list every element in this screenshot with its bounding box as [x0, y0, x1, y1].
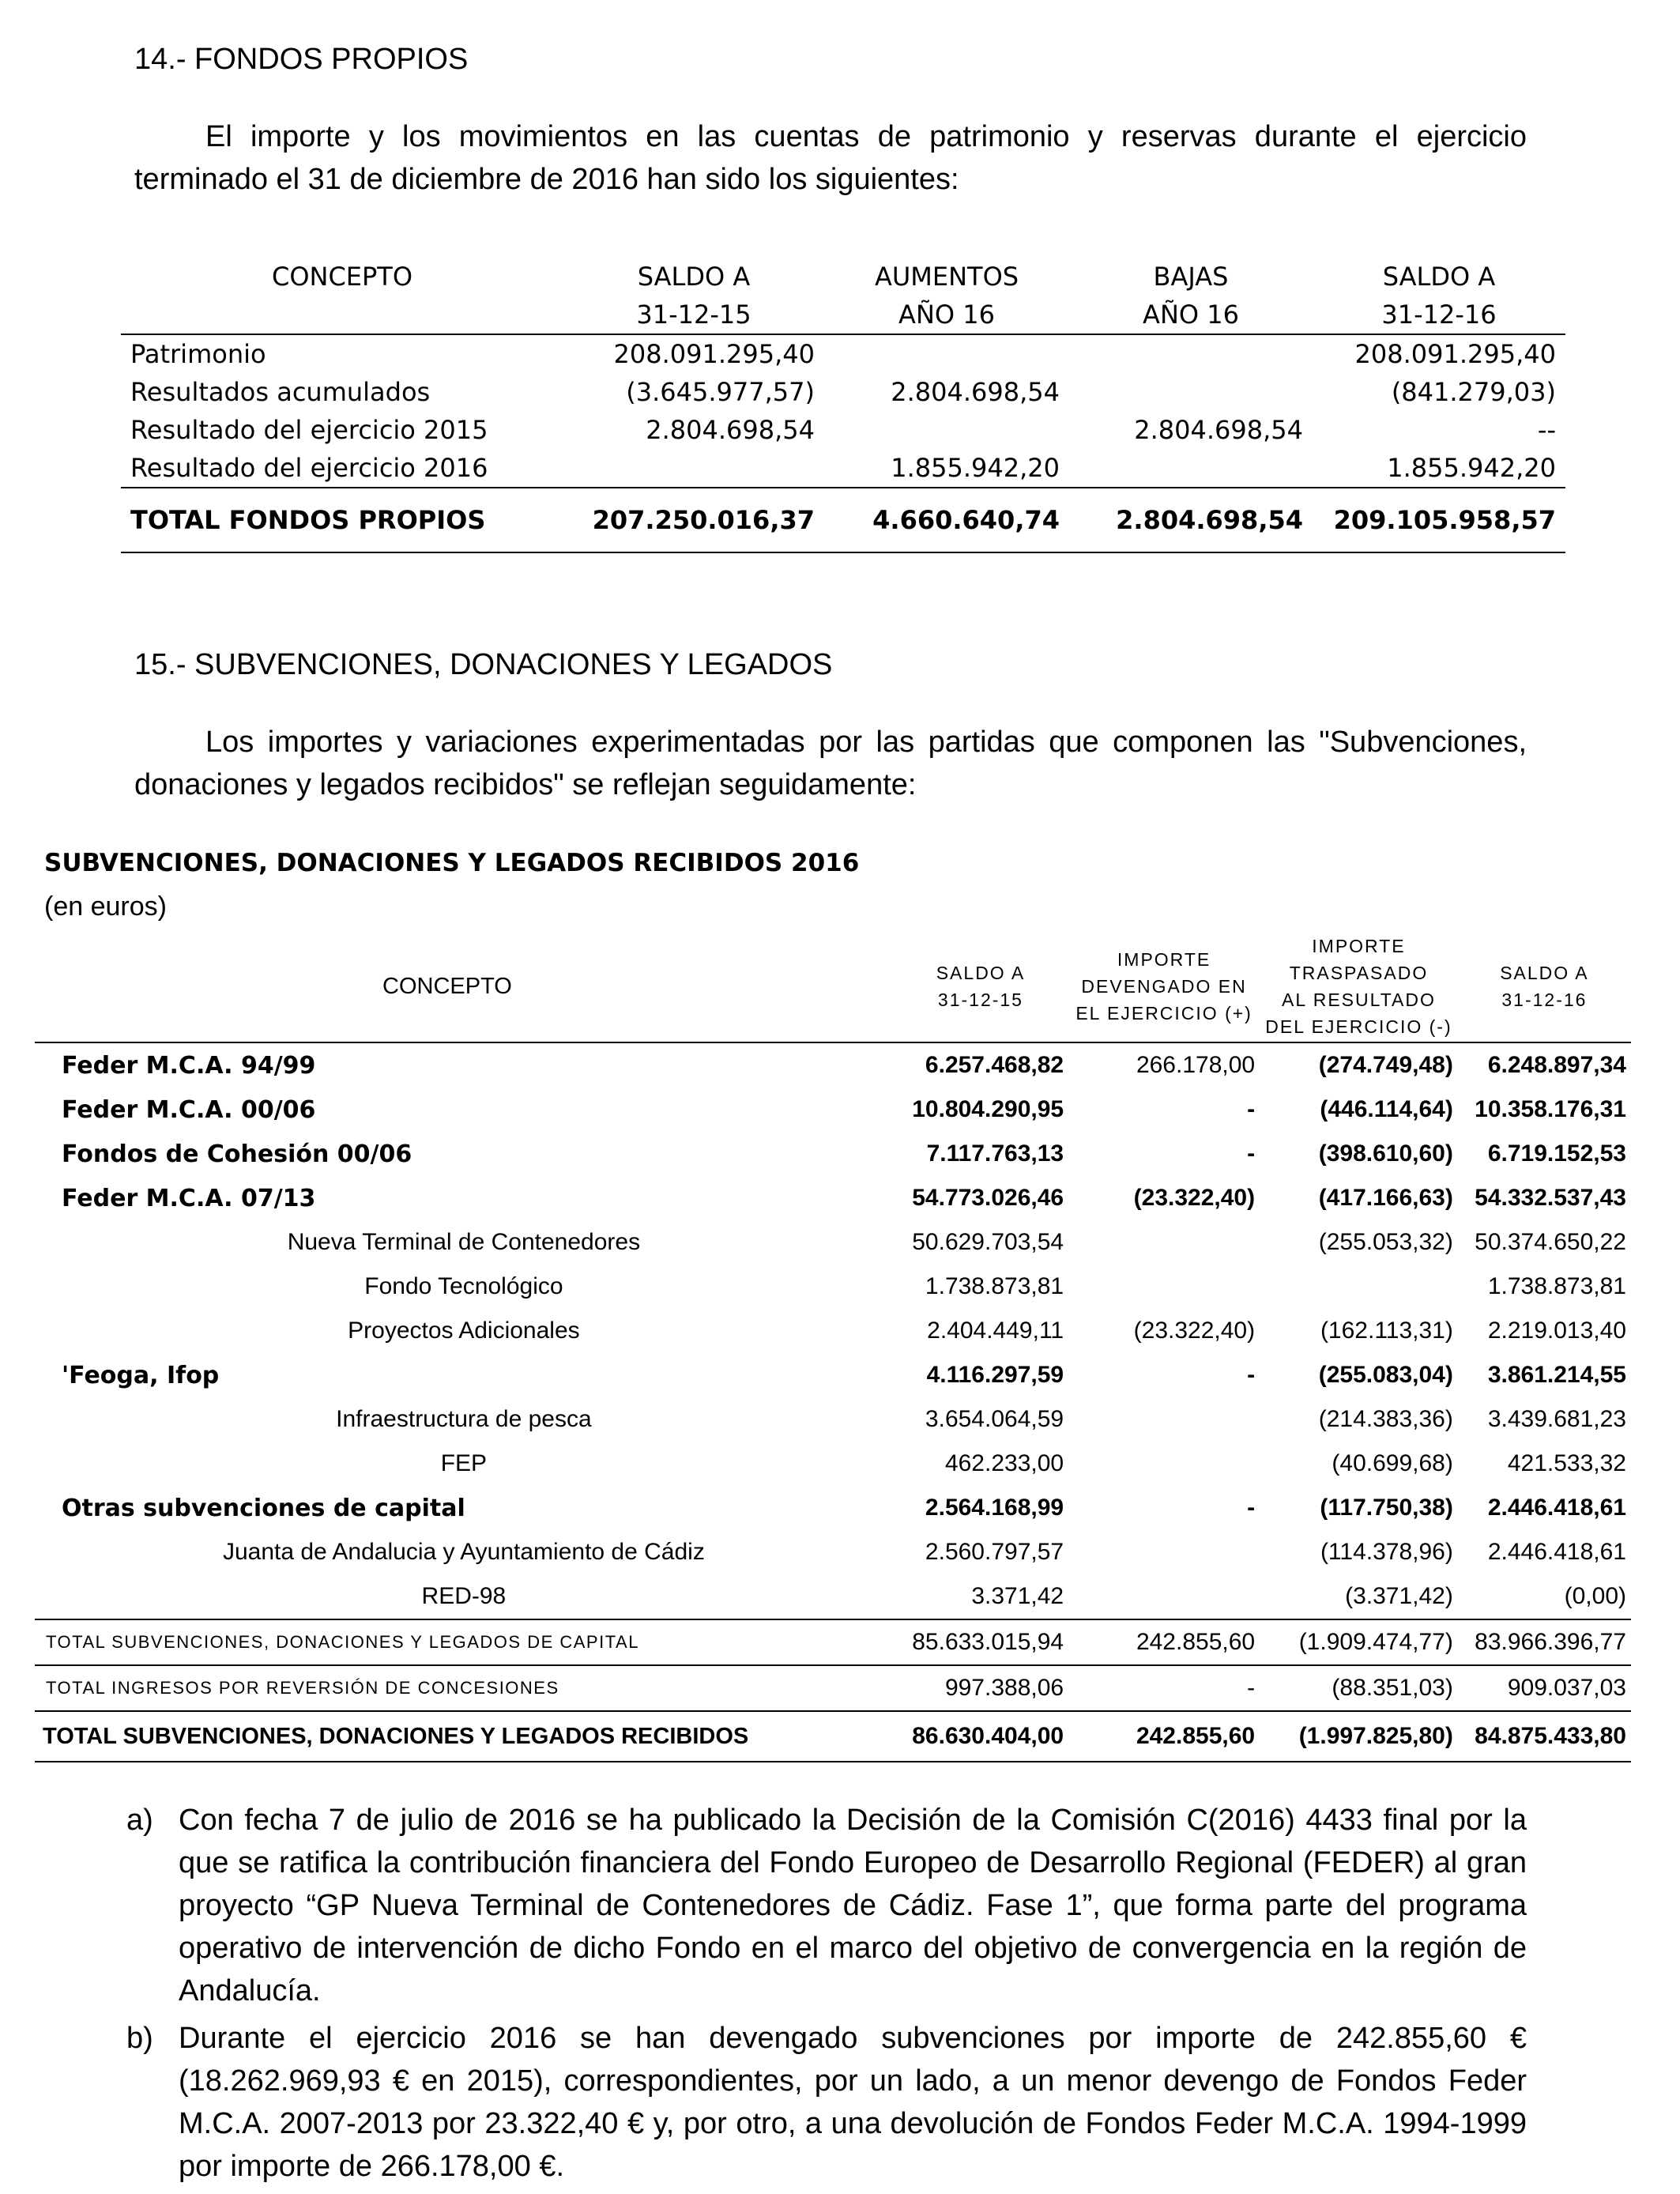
cell-value: 2.564.168,99	[925, 1495, 1064, 1521]
cell-value: 421.533,32	[1507, 1450, 1626, 1476]
header-line: IMPORTE	[1312, 936, 1406, 956]
cell-value: 1.855.942,20	[891, 453, 1060, 483]
header-traspasado	[1260, 931, 1458, 1042]
grand-total-value: (1.997.825,80)	[1260, 1711, 1458, 1762]
cell-value	[1068, 1442, 1260, 1486]
detail-row	[35, 1265, 1631, 1309]
cell-value: 1.738.873,81	[925, 1273, 1064, 1299]
row-label: FEP	[440, 1450, 488, 1476]
cell-value	[1069, 334, 1313, 373]
header-line: AL RESULTADO	[1282, 990, 1436, 1010]
cell-value: (274.749,48)	[1260, 1042, 1458, 1088]
cell-value: 3.861.214,55	[1487, 1362, 1626, 1388]
section-15-heading: 15.- SUBVENCIONES, DONACIONES Y LEGADOS	[134, 648, 833, 681]
header-line: SALDO A	[1500, 963, 1589, 983]
table-row	[121, 411, 1565, 449]
header-line: SALDO A	[936, 963, 1026, 983]
cell-value: 2.804.698,54	[891, 377, 1060, 407]
table-row	[121, 373, 1565, 411]
cell-value	[1068, 1530, 1260, 1574]
header-cell: AUMENTOS	[874, 262, 1019, 292]
row-label: Patrimonio	[121, 334, 563, 373]
cell-value	[1068, 1220, 1260, 1265]
cell-value: 3.654.064,59	[925, 1406, 1064, 1432]
row-label: Resultado del ejercicio 2015	[130, 415, 488, 445]
group-row	[35, 1042, 1631, 1088]
group-row	[35, 1132, 1631, 1176]
cell-value: 2.804.698,54	[1134, 415, 1303, 445]
note-label: b)	[126, 2022, 153, 2055]
cell-value: (3.645.977,57)	[626, 377, 815, 407]
cell-value: 54.773.026,46	[912, 1185, 1064, 1211]
header-line: TRASPASADO	[1289, 963, 1429, 983]
table-row	[121, 449, 1565, 488]
header-line: 31-12-15	[937, 990, 1023, 1010]
header-cell	[121, 296, 563, 334]
cell-value: (255.053,32)	[1318, 1229, 1453, 1255]
cell-value: 208.091.295,40	[1313, 334, 1565, 373]
header-line: DEVENGADO EN	[1081, 976, 1247, 997]
header-line: EL EJERCICIO (+)	[1075, 1003, 1252, 1023]
cell-value: 2.560.797,57	[925, 1539, 1064, 1565]
table-row	[121, 334, 1565, 373]
total-value: 909.037,03	[1458, 1665, 1631, 1711]
cell-value	[1068, 1265, 1260, 1309]
detail-row	[35, 1530, 1631, 1574]
row-label: Proyectos Adicionales	[348, 1318, 580, 1344]
total-row	[35, 1665, 1631, 1711]
cell-value: (398.610,60)	[1318, 1140, 1453, 1167]
row-label: Fondos de Cohesión 00/06	[62, 1140, 412, 1168]
group-row	[35, 1176, 1631, 1220]
header-cell: 31-12-16	[1381, 300, 1497, 330]
header-saldo-final	[1458, 931, 1631, 1042]
group-row	[35, 1088, 1631, 1132]
cell-value: (162.113,31)	[1320, 1318, 1453, 1344]
row-label: Fondo Tecnológico	[364, 1273, 563, 1299]
cell-value: 7.117.763,13	[926, 1140, 1064, 1167]
grand-total-value: 84.875.433,80	[1458, 1711, 1631, 1762]
cell-value: (0,00)	[1564, 1583, 1626, 1609]
total-value: 85.633.015,94	[893, 1619, 1068, 1665]
table-title: SUBVENCIONES, DONACIONES Y LEGADOS RECIBIDOS 2016	[44, 849, 860, 877]
grand-total-value: 86.630.404,00	[893, 1711, 1068, 1762]
row-label: Feder M.C.A. 00/06	[62, 1095, 316, 1124]
header-concepto: CONCEPTO	[382, 974, 512, 999]
cell-value: 3.439.681,23	[1487, 1406, 1626, 1432]
row-label: Feder M.C.A. 07/13	[62, 1184, 316, 1212]
cell-value: (23.322,40)	[1133, 1318, 1256, 1344]
cell-value: 2.446.418,61	[1487, 1495, 1626, 1521]
row-label: 'Feoga, Ifop	[62, 1361, 220, 1389]
cell-value: 208.091.295,40	[563, 334, 824, 373]
table-body	[35, 1042, 1631, 1619]
header-cell: 31-12-15	[636, 300, 751, 330]
cell-value: (23.322,40)	[1133, 1185, 1256, 1211]
cell-value: 2.404.449,11	[927, 1318, 1064, 1344]
table-header-row	[121, 296, 1565, 334]
cell-value: (417.166,63)	[1318, 1185, 1453, 1211]
total-value: (1.909.474,77)	[1260, 1619, 1458, 1665]
header-cell: AÑO 16	[1143, 300, 1239, 330]
cell-value: 6.719.152,53	[1487, 1140, 1626, 1167]
table-unit: (en euros)	[44, 892, 167, 922]
cell-value: 2.219.013,40	[1487, 1318, 1626, 1344]
cell-value: 1.855.942,20	[1387, 453, 1556, 483]
row-label: RED-98	[421, 1583, 507, 1609]
header-cell: SALDO A	[1382, 262, 1496, 292]
header-line: DEL EJERCICIO (-)	[1265, 1016, 1452, 1037]
cell-value	[824, 411, 1069, 449]
header-cell: CONCEPTO	[271, 262, 413, 292]
cell-value: -	[1247, 1362, 1256, 1388]
total-value: -	[1068, 1665, 1260, 1711]
cell-value: 50.374.650,22	[1475, 1229, 1626, 1255]
total-value: 4.660.640,74	[824, 488, 1069, 552]
detail-row	[35, 1574, 1631, 1619]
cell-value	[1068, 1574, 1260, 1619]
cell-value: 10.804.290,95	[912, 1096, 1064, 1122]
note-text: Durante el ejercicio 2016 se han devengado subvenciones por importe de 242.855,60 € (18.262.969,93 € en 2015), correspondientes, por un lado, a un menor devengo de Fondos Feder M.C.A. 2007-2013 por 23.322,40 € y, por otro, a una devolución de Fondos Feder M.C.A. 1994-1999 por importe de 266.178,00 €.	[179, 2022, 1527, 2183]
subvenciones-table	[35, 931, 1631, 1762]
cell-value: 6.248.897,34	[1458, 1042, 1631, 1088]
cell-value: -	[1247, 1140, 1256, 1167]
total-label: TOTAL FONDOS PROPIOS	[121, 488, 563, 552]
header-cell: AÑO 16	[898, 300, 995, 330]
cell-value: -	[1247, 1495, 1256, 1521]
cell-value: (114.378,96)	[1320, 1539, 1453, 1565]
section-15-intro: Los importes y variaciones experimentadas por las partidas que componen las "Subvenciones, donaciones y legados recibidos" se reflejan seguidamente:	[134, 726, 1527, 801]
table-header-row	[35, 931, 1631, 1042]
header-devengado	[1068, 931, 1260, 1042]
header-cell: BAJAS	[1153, 262, 1229, 292]
detail-row	[35, 1397, 1631, 1442]
cell-value	[824, 334, 1069, 373]
detail-row	[35, 1309, 1631, 1353]
grand-total-row	[35, 1711, 1631, 1762]
cell-value: 462.233,00	[944, 1450, 1064, 1476]
cell-value: 54.332.537,43	[1475, 1185, 1626, 1211]
total-value: (88.351,03)	[1260, 1665, 1458, 1711]
cell-value: (214.383,36)	[1318, 1406, 1453, 1432]
cell-value	[1069, 449, 1313, 488]
cell-value: 10.358.176,31	[1475, 1096, 1626, 1122]
header-cell: SALDO A	[637, 262, 751, 292]
row-label: Resultados acumulados	[130, 377, 431, 407]
total-label: TOTAL SUBVENCIONES, DONACIONES Y LEGADOS DE CAPITAL	[35, 1619, 893, 1665]
cell-value: (255.083,04)	[1318, 1362, 1453, 1388]
row-label: Nueva Terminal de Contenedores	[287, 1229, 641, 1255]
header-line: 31-12-16	[1501, 990, 1588, 1010]
cell-value: 2.804.698,54	[646, 415, 815, 445]
section-14-heading: 14.- FONDOS PROPIOS	[134, 43, 469, 76]
row-label: Resultado del ejercicio 2016	[130, 453, 488, 483]
cell-value: 4.116.297,59	[926, 1362, 1064, 1388]
total-value: 242.855,60	[1068, 1619, 1260, 1665]
note-label: a)	[126, 1804, 153, 1837]
total-value: 2.804.698,54	[1069, 488, 1313, 552]
group-row	[35, 1486, 1631, 1530]
section-14-intro: El importe y los movimientos en las cuentas de patrimonio y reservas durante el ejercicio terminado el 31 de diciembre de 2016 han sido los siguientes:	[134, 120, 1527, 196]
table-header-row	[121, 258, 1565, 296]
cell-value	[1069, 373, 1313, 411]
cell-value	[1068, 1397, 1260, 1442]
cell-value: (117.750,38)	[1320, 1495, 1453, 1521]
cell-value: 266.178,00	[1068, 1042, 1260, 1088]
note-text: Con fecha 7 de julio de 2016 se ha publicado la Decisión de la Comisión C(2016) 4433 final por la que se ratifica la contribución financiera del Fondo Europeo de Desarrollo Regional (FEDER) al gran proyecto “GP Nueva Terminal de Contenedores de Cádiz. Fase 1”, que forma parte del programa operativo de intervención de dicho Fondo en el marco del objetivo de convergencia en la región de Andalucía.	[179, 1804, 1527, 2007]
cell-value: (841.279,03)	[1391, 377, 1556, 407]
header-saldo-inicial	[893, 931, 1068, 1042]
grand-total-label: TOTAL SUBVENCIONES, DONACIONES Y LEGADOS RECIBIDOS	[35, 1711, 893, 1762]
group-row	[35, 1353, 1631, 1397]
total-row	[35, 1619, 1631, 1665]
header-line: IMPORTE	[1117, 949, 1211, 970]
grand-total-value: 242.855,60	[1068, 1711, 1260, 1762]
cell-value: 50.629.703,54	[912, 1229, 1064, 1255]
total-value: 207.250.016,37	[563, 488, 824, 552]
cell-value: --	[1537, 415, 1556, 445]
cell-value: (446.114,64)	[1320, 1096, 1453, 1122]
cell-value	[563, 449, 824, 488]
cell-value: 3.371,42	[971, 1583, 1064, 1609]
total-row	[121, 488, 1565, 552]
cell-value: (3.371,42)	[1345, 1583, 1453, 1609]
total-value: 83.966.396,77	[1458, 1619, 1631, 1665]
detail-row	[35, 1442, 1631, 1486]
fondos-propios-table	[121, 258, 1565, 553]
note-b	[126, 2017, 1527, 2188]
cell-value: 6.257.468,82	[893, 1042, 1068, 1088]
total-value: 209.105.958,57	[1313, 488, 1565, 552]
total-label: TOTAL INGRESOS POR REVERSIÓN DE CONCESIONES	[35, 1665, 893, 1711]
cell-value: -	[1247, 1096, 1256, 1122]
row-label: Feder M.C.A. 94/99	[35, 1042, 893, 1088]
detail-row	[35, 1220, 1631, 1265]
total-value: 997.388,06	[893, 1665, 1068, 1711]
cell-value: (40.699,68)	[1332, 1450, 1453, 1476]
cell-value	[1260, 1265, 1458, 1309]
row-label: Infraestructura de pesca	[336, 1406, 592, 1432]
row-label: Juanta de Andalucia y Ayuntamiento de Cádiz	[222, 1539, 705, 1565]
row-label: Otras subvenciones de capital	[62, 1494, 465, 1522]
note-a	[126, 1799, 1527, 2012]
cell-value: 1.738.873,81	[1487, 1273, 1626, 1299]
cell-value: 2.446.418,61	[1487, 1539, 1626, 1565]
